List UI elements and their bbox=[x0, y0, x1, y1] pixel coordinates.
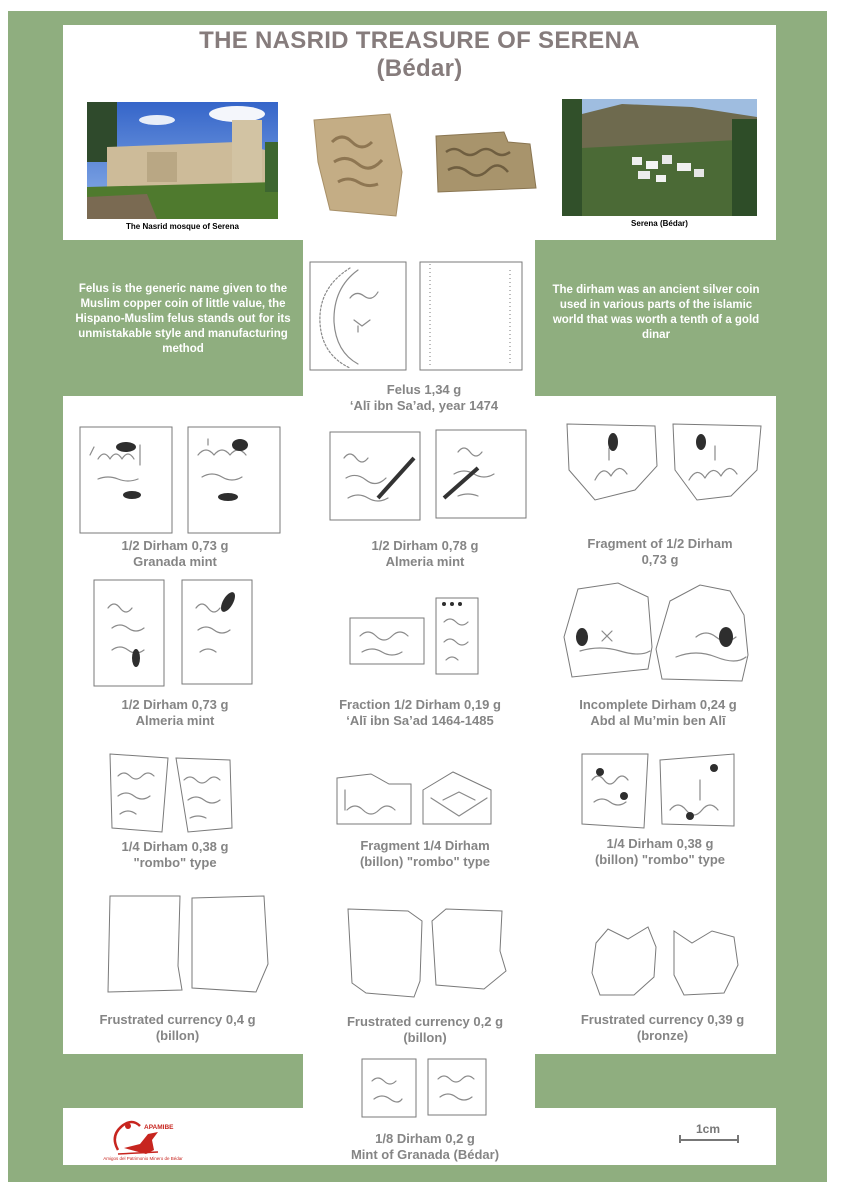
coin-caption-5: Fraction 1/2 Dirham 0,19 g ‘Alī ibn Sa’ad 1464-1485 bbox=[339, 697, 501, 728]
coin-drawing-5 bbox=[348, 596, 483, 678]
coin-drawing-10 bbox=[104, 894, 268, 994]
coin-caption-7: 1/4 Dirham 0,38 g "rombo" type bbox=[121, 839, 229, 870]
page-title bbox=[63, 27, 776, 83]
coin-drawing-7 bbox=[108, 752, 238, 834]
coin-drawing-2 bbox=[328, 428, 528, 523]
title-line-1: THE NASRID TREASURE OF SERENA bbox=[199, 27, 640, 54]
felus-coin-photo bbox=[312, 112, 404, 220]
mosque-photo bbox=[87, 102, 278, 219]
title-line-2: (Bédar) bbox=[376, 55, 463, 82]
coin-caption-4: 1/2 Dirham 0,73 g Almeria mint bbox=[121, 697, 229, 728]
coin-caption-1: 1/2 Dirham 0,73 g Granada mint bbox=[121, 538, 229, 569]
scale-label: 1cm bbox=[695, 1122, 721, 1136]
coin-drawing-9 bbox=[580, 750, 740, 830]
scale-tick-right bbox=[737, 1135, 739, 1143]
village-photo-image bbox=[562, 99, 757, 216]
coin-caption-6: Incomplete Dirham 0,24 g Abd al Mu’min ben Alī bbox=[579, 697, 737, 728]
coin-drawing-8 bbox=[335, 770, 497, 826]
village-photo bbox=[562, 99, 757, 216]
scale-bar bbox=[676, 1122, 740, 1146]
scale-tick-left bbox=[679, 1135, 681, 1143]
coin-drawing-12 bbox=[590, 925, 740, 997]
coin-caption-3: Fragment of 1/2 Dirham 0,73 g bbox=[587, 536, 733, 567]
coin-caption-9: 1/4 Dirham 0,38 g (billon) "rombo" type bbox=[594, 836, 726, 867]
dirham-coin-photo bbox=[434, 130, 536, 194]
felus-description: Felus is the generic name given to the Muslim copper coin of little value, the Hispano-Muslim felus stands out for its unmistakable style and manufacturing method bbox=[75, 283, 291, 355]
mosque-photo-caption: The Nasrid mosque of Serena bbox=[126, 222, 239, 231]
coin-drawing-6 bbox=[566, 581, 756, 683]
coin-caption-2: 1/2 Dirham 0,78 g Almeria mint bbox=[371, 538, 479, 569]
dirham-description: The dirham was an ancient silver coin used in various parts of the islamic world that was worth a tenth of a gold dinar bbox=[552, 284, 760, 341]
felus-caption: Felus 1,34 g ‘Alī ibn Sa’ad, year 1474 bbox=[349, 382, 499, 413]
coin-caption-12: Frustrated currency 0,39 g (bronze) bbox=[580, 1012, 745, 1043]
coin-drawing-3 bbox=[565, 420, 765, 502]
felus-drawing bbox=[310, 260, 525, 376]
coin-drawing-13 bbox=[360, 1057, 490, 1119]
coin-drawing-4 bbox=[92, 578, 257, 690]
mosque-photo-image bbox=[87, 102, 278, 219]
apamibe-logo bbox=[98, 1108, 188, 1165]
coin-caption-10: Frustrated currency 0,4 g (billon) bbox=[99, 1012, 256, 1043]
coin-caption-11: Frustrated currency 0,2 g (billon) bbox=[346, 1014, 504, 1045]
logo-name: APAMIBE bbox=[144, 1124, 174, 1131]
coin-drawing-11 bbox=[346, 905, 506, 997]
village-photo-caption: Serena (Bédar) bbox=[631, 219, 688, 228]
logo-tagline: Amigos del Patrimonio Minero de Bédar bbox=[103, 1156, 183, 1161]
coin-drawing-1 bbox=[78, 425, 283, 535]
scale-line bbox=[679, 1139, 739, 1141]
coin-caption-8: Fragment 1/4 Dirham (billon) "rombo" type bbox=[359, 838, 491, 869]
coin-caption-13: 1/8 Dirham 0,2 g Mint of Granada (Bédar) bbox=[350, 1131, 500, 1162]
